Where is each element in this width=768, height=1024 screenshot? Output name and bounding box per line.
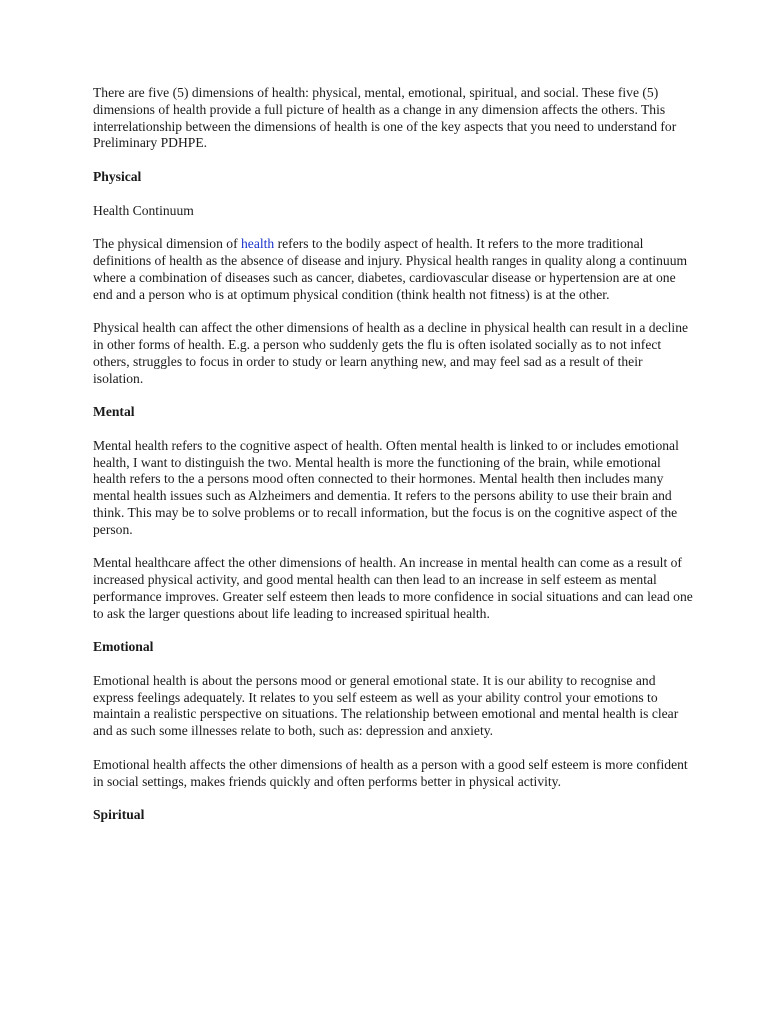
heading-physical: Physical bbox=[93, 168, 142, 184]
subheading-health-continuum: Health Continuum bbox=[93, 202, 194, 218]
emotional-paragraph-2: Emotional health affects the other dimensions of health as a person with a good self esteem is more confident in social settings, makes friends quickly and often performs better in physical activity. bbox=[93, 756, 688, 789]
physical-paragraph-1 bbox=[93, 236, 693, 303]
heading-spiritual: Spiritual bbox=[93, 807, 145, 823]
mental-paragraph-1: Mental health refers to the cognitive aspect of health. Often mental health is linked to or includes emotional health, I want to distinguish the two. Mental health is more the functioning of the brain, while emotional health refers to the a persons mood often connected to their hormones. Mental health then includes many mental health issues such as Alzheimers and dementia. It refers to the persons ability to use their brain and think. This may be to solve problems or to recall information, but the focus is on the cognitive aspect of the person. bbox=[93, 437, 679, 537]
heading-mental: Mental bbox=[93, 404, 135, 420]
health-link[interactable]: health bbox=[241, 236, 275, 252]
physical-paragraph-2: Physical health can affect the other dimensions of health as a decline in physical health can result in a decline in other forms of health. E.g. a person who suddenly gets the flu is often isolated socially as to not infect others, struggles to focus in order to study or learn anything new, and may feel sad as a result of their isolation. bbox=[93, 320, 689, 386]
emotional-paragraph-1: Emotional health is about the persons mood or general emotional state. It is our ability to recognise and express feelings adequately. It relates to you self esteem as well as your ability control your emotions to maintain a realistic perspective on situations. The relationship between emotional and mental health is clear and as such some illnesses relate to both, such as: depression and anxiety. bbox=[93, 672, 679, 739]
physical-p1-text-before: The physical dimension of bbox=[93, 236, 241, 252]
physical-p1-text-after: refers to the bodily aspect of health. It refers to the more traditional definitions of health as the absence of disease and injury. Physical health ranges in quality along a continuum where a combination of diseases such as cancer, diabetes, cardiovascular disease or hypertension are at one end and a person who is at optimum physical condition (think health not fitness) is at the other. bbox=[93, 236, 688, 302]
heading-emotional: Emotional bbox=[93, 639, 154, 655]
mental-paragraph-2: Mental healthcare affect the other dimensions of health. An increase in mental health can come as a result of increased physical activity, and good mental health can then lead to an increase in self esteem as mental performance improves. Greater self esteem then leads to more confidence in social situations and can lead one to ask the larger questions about life leading to increased spiritual health. bbox=[93, 555, 693, 621]
intro-paragraph: There are five (5) dimensions of health: physical, mental, emotional, spiritual, and social. These five (5) dimensions of health provide a full picture of health as a change in any dimension affects the others. This interrelationship between the dimensions of health is one of the key aspects that you need to understand for Preliminary PDHPE. bbox=[93, 85, 677, 151]
document-page bbox=[93, 85, 693, 841]
